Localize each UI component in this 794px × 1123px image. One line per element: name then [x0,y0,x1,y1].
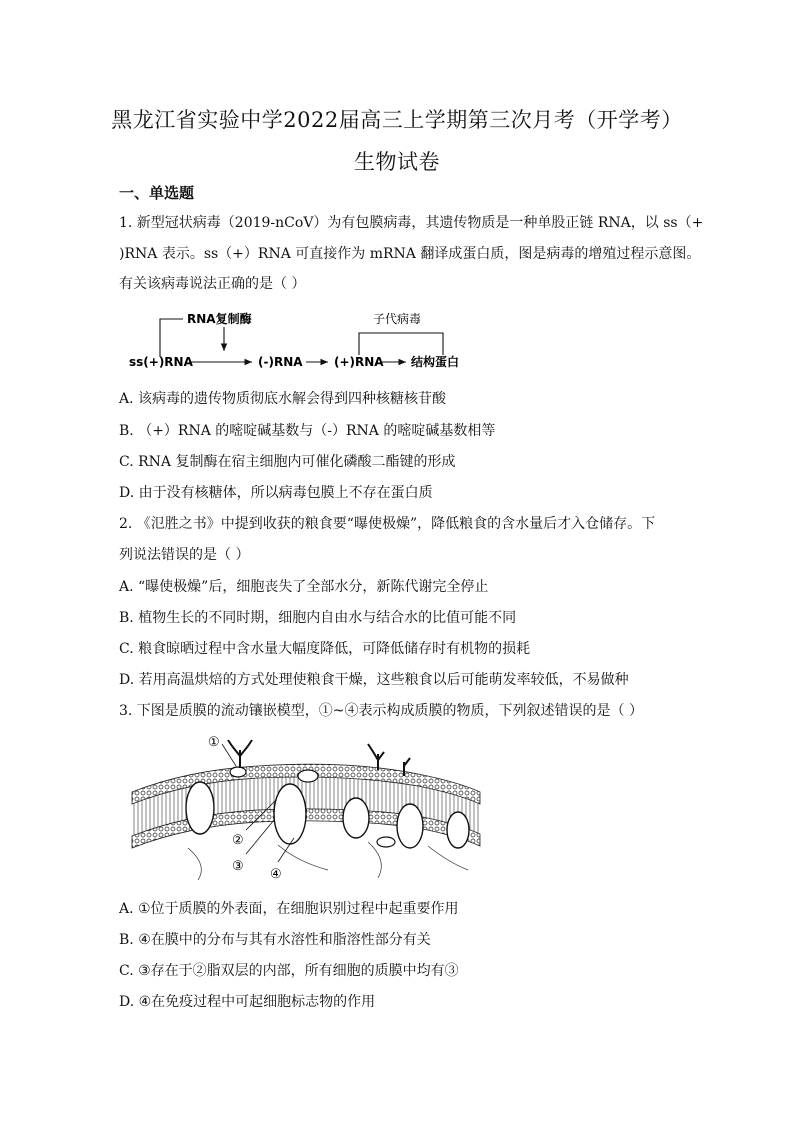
q2-stem-line-2: 列说法错误的是（ ） [119,547,250,563]
q3-option-d: D. ④在免疫过程中可起细胞标志物的作用 [119,994,376,1010]
label-rna-replicase: RNA复制酶 [187,312,252,326]
exam-title: 黑龙江省实验中学2022届高三上学期第三次月考（开学考） [111,108,683,132]
section-heading: 一、单选题 [119,184,195,202]
progeny-bracket [359,333,443,355]
integral-protein [397,804,423,848]
label-structural-protein: 结构蛋白 [411,355,460,369]
leader-line-3 [246,820,274,854]
label-4: ④ [270,867,282,882]
label-3: ③ [232,859,244,874]
peripheral-protein [298,770,318,782]
label-minus-rna: (-)RNA [258,355,303,369]
exam-subtitle: 生物试卷 [354,150,440,174]
label-progeny-virus: 子代病毒 [373,312,422,326]
q2-option-b: B. 植物生长的不同时期，细胞内自由水与结合水的比值可能不同 [119,610,517,626]
virus-replication-diagram [125,305,485,375]
q1-option-d: D. 由于没有核糖体，所以病毒包膜上不存在蛋白质 [119,485,433,501]
q3-option-b: B. ④在膜中的分布与其有水溶性和脂溶性部分有关 [119,932,431,948]
q1-option-b: B. （+）RNA 的嘧啶碱基数与（-）RNA 的嘧啶碱基数相等 [119,423,496,439]
q2-stem-line-1: 2. 《氾胜之书》中提到收获的粮食要“曝使极燥”，降低粮食的含水量后才入仓储存。下 [119,516,656,532]
q2-option-a: A. “曝使极燥”后，细胞丧失了全部水分，新陈代谢完全停止 [119,579,489,595]
enzyme-feedback-line [160,319,183,357]
q1-stem-line-1: 1. 新型冠状病毒（2019-nCoV）为有包膜病毒，其遗传物质是一种单股正链 RNA，以 ss（+ [119,215,704,231]
q1-option-c: C. RNA 复制酶在宿主细胞内可催化磷酸二酯键的形成 [119,454,456,470]
q2-option-d: D. 若用高温烘焙的方式处理使粮食干燥，这些粮食以后可能萌发率较低，不易做种 [119,672,629,688]
peripheral-protein [230,767,246,777]
fluid-mosaic-membrane-diagram [128,730,484,885]
peripheral-protein [377,837,395,847]
q3-option-a: A. ①位于质膜的外表面，在细胞识别过程中起重要作用 [119,901,459,917]
integral-protein [343,798,369,838]
label-plus-rna: (+)RNA [334,355,384,369]
label-ss-rna: ss(+)RNA [129,355,193,369]
q1-option-a: A. 该病毒的遗传物质彻底水解会得到四种核糖核苷酸 [119,391,447,407]
integral-protein [274,784,306,844]
glycocalyx-chain [368,744,384,770]
q1-stem-line-3: 有关该病毒说法正确的是（ ） [119,276,306,292]
integral-protein [186,782,214,834]
label-2: ② [232,833,244,848]
cytoskeleton-fibers [188,842,468,880]
glycocalyx-chain [228,740,252,768]
q1-stem-line-2: )RNA 表示。ss（+）RNA 可直接作为 mRNA 翻译成蛋白质，图是病毒的增殖过程示意图。 [119,246,701,262]
label-1: ① [208,735,220,750]
integral-protein [447,812,469,848]
q2-option-c: C. 粮食晾晒过程中含水量大幅度降低，可降低储存时有机物的损耗 [119,641,531,657]
q3-stem-line-1: 3. 下图是质膜的流动镶嵌模型，①~④表示构成质膜的物质，下列叙述错误的是（ ） [119,703,643,719]
q3-option-c: C. ③存在于②脂双层的内部，所有细胞的质膜中均有③ [119,963,459,979]
